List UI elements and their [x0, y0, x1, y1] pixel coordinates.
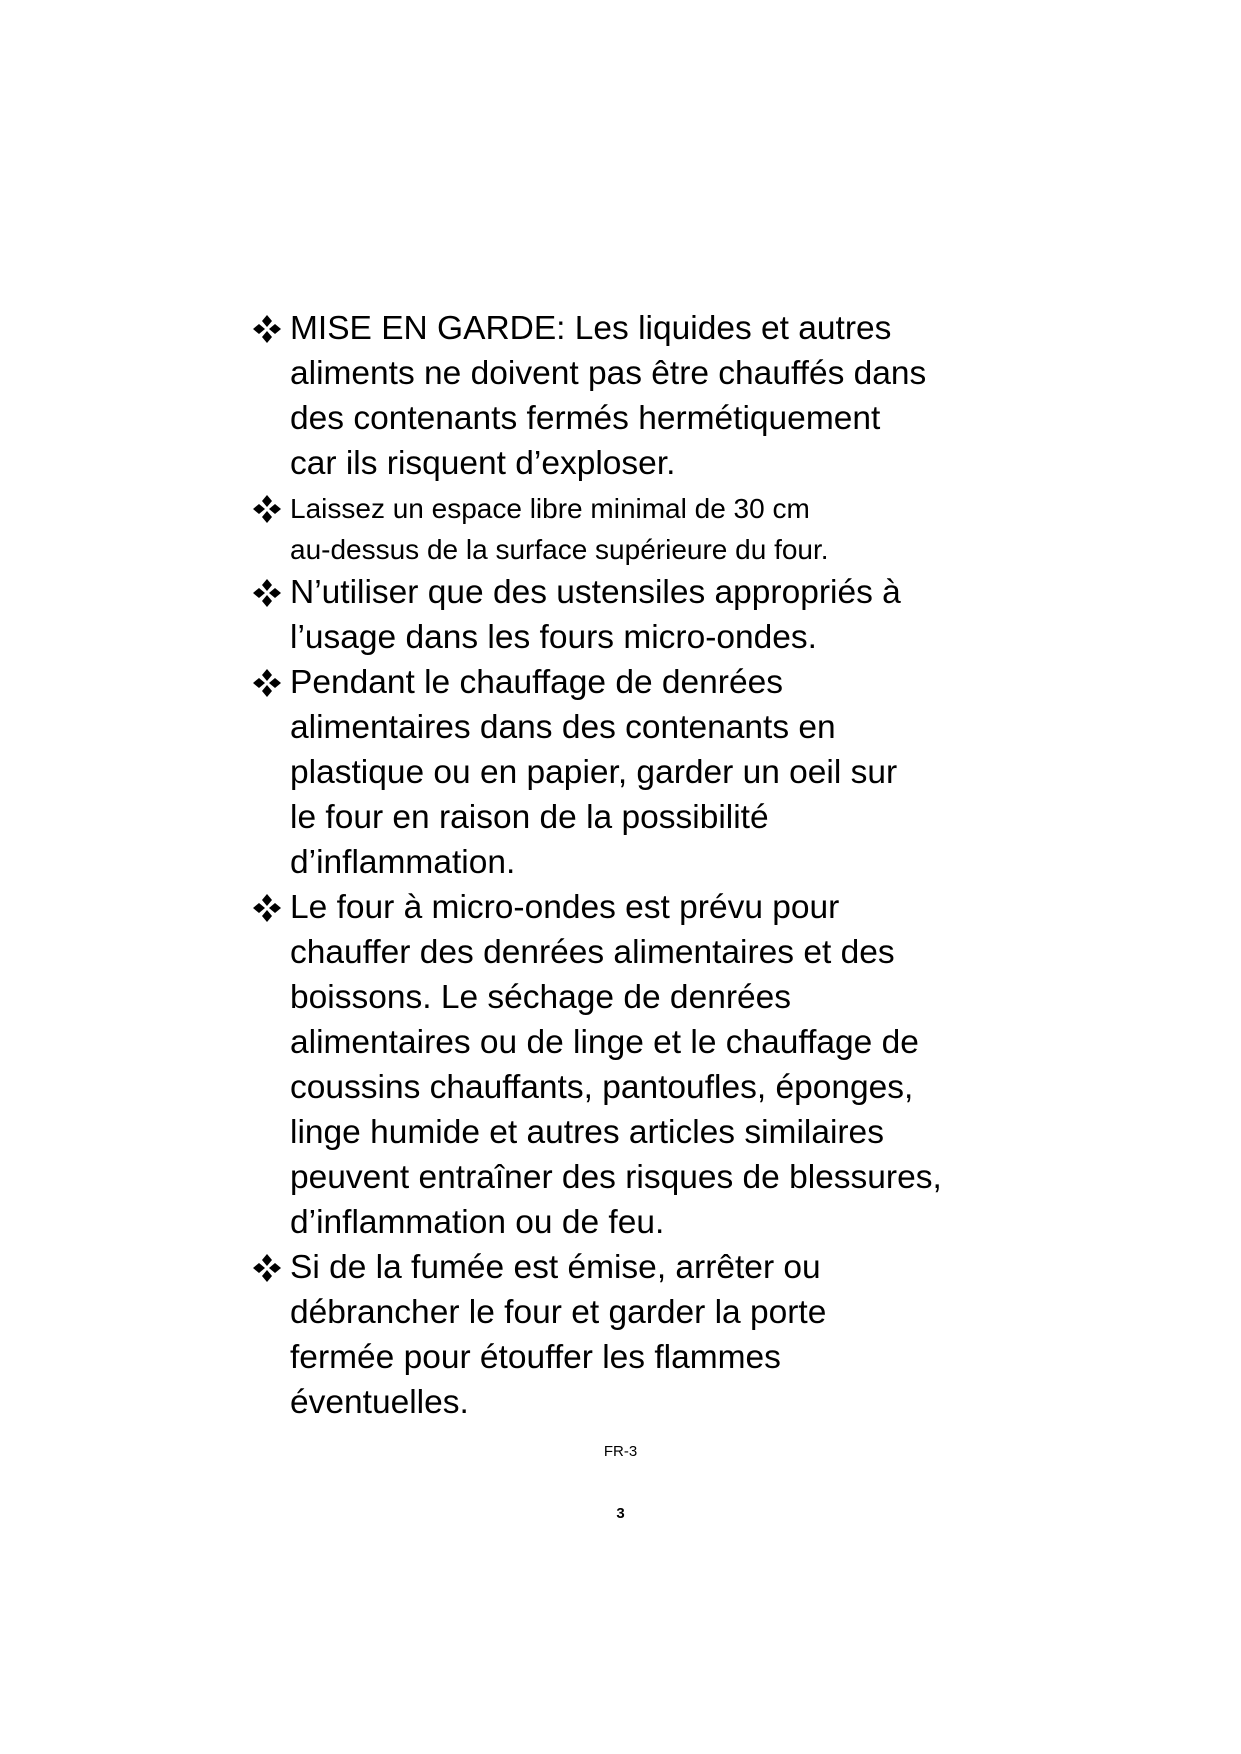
four-diamond-ornament-icon: [252, 668, 286, 698]
footer-page-number: 3: [616, 1505, 625, 1522]
four-diamond-ornament-icon: [252, 1253, 286, 1283]
list-item-warning-sealed-containers: [252, 306, 1012, 486]
list-item-plastic-paper-containers: [252, 660, 1012, 885]
list-item-clearance-space: [252, 488, 1012, 570]
four-diamond-ornament-icon: [252, 494, 286, 524]
safety-instructions-list: [252, 306, 1012, 1425]
list-item-text: Si de la fumée est émise, arrêter ou débrancher le four et garder la porte fermée pour étouffer les flammes éventuelles.: [290, 1249, 827, 1421]
list-item-appropriate-utensils: [252, 570, 1012, 660]
list-item-intended-use: [252, 885, 1012, 1245]
list-item-text: Pendant le chauffage de denrées alimentaires dans des contenants en plastique ou en papier, garder un oeil sur le four en raison de la possibilité d’inflammation.: [290, 664, 898, 881]
list-item-smoke-emission: [252, 1245, 1012, 1425]
four-diamond-ornament-icon: [252, 314, 286, 344]
four-diamond-ornament-icon: [252, 578, 286, 608]
list-item-text: N’utiliser que des ustensiles appropriés à l’usage dans les fours micro-ondes.: [290, 574, 901, 656]
list-item-text: Le four à micro-ondes est prévu pour chauffer des denrées alimentaires et des boissons. Le séchage de denrées alimentaires ou de linge et le chauffage de coussins chauffants, pantoufles, éponges, linge humide et autres articles similaires peuvent entraîner des risques de blessures, d’inflammation ou de feu.: [290, 889, 942, 1241]
four-diamond-ornament-icon: [252, 893, 286, 923]
list-item-text: Laissez un espace libre minimal de 30 cm au-dessus de la surface supérieure du four.: [290, 493, 829, 565]
list-item-text: MISE EN GARDE: Les liquides et autres aliments ne doivent pas être chauffés dans des contenants fermés hermétiquement car ils risquent d’exploser.: [290, 310, 927, 482]
footer-page-code: FR-3: [603, 1443, 638, 1460]
